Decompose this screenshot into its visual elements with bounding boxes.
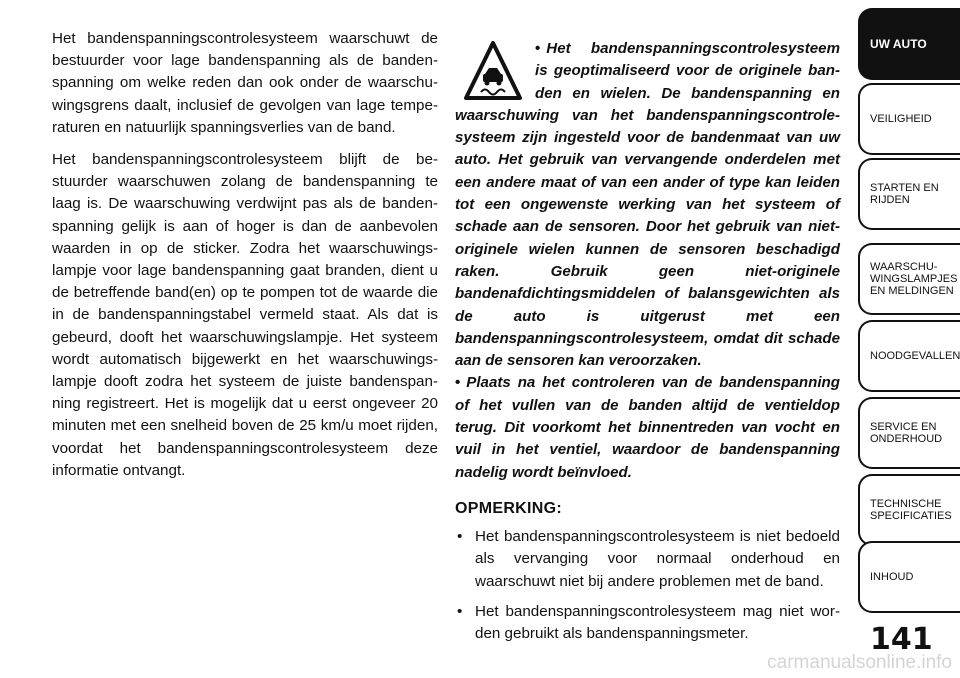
warning-box (455, 38, 840, 484)
warning-item: • Plaats na het controleren van de bandenspanning of het vullen van de banden altijd de ventieldop terug. Dit voorkomt het binnentreden van vocht en vuil in het ventiel, waardoor de bandenspanning nadelig wordt beïnvloed. (455, 374, 840, 481)
left-column (52, 28, 438, 492)
watermark: carmanualsonline.info (767, 652, 952, 673)
note-item: • Het bandenspanningscontrolesysteem is niet bedoeld als vervanging voor normaal onderhoud en waarschuwt niet bij andere problemen met de band. (455, 526, 840, 593)
note-list (455, 526, 840, 645)
tab-inhoud[interactable]: INHOUD (858, 541, 960, 613)
body-paragraph: Het bandenspanningscontrolesysteem waarschuwt de bestuurder voor lage bandenspanning als de bandenspanning om welke reden dan ook onder de waarschuwingsgrens daalt, inclusief de gevolgen van lage temperaturen en natuurlijk spanningsverlies van de band. (52, 30, 438, 136)
warning-item: • Het bandenspanningscontrolesysteem is geoptimaliseerd voor de originele banden en wielen. De bandenspanning en waarschuwing van het bandenspanningscontrolesysteem zijn ingesteld voor de bandenmaat van uw auto. Het gebruik van vervangende onderdelen met een andere maat of van een ander of type kan leiden tot een ongewenste werking van het systeem of schade aan de sensoren. Door het gebruik van niet-originele wielen kunnen de sensoren beschadigd raken. Gebruik geen niet-originele bandenafdichtingsmiddelen of balansgewichten als de auto is uitgerust met een bandenspanningscontrolesysteem, omdat dit schade aan de sensoren kan veroorzaken. (455, 40, 840, 370)
tab-veiligheid[interactable]: VEILIGHEID (858, 83, 960, 155)
note-item: • Het bandenspanningscontrolesysteem mag niet worden gebruikt als bandenspanningsmeter. (455, 601, 840, 645)
right-column (455, 38, 840, 653)
body-paragraph: Het bandenspanningscontrolesysteem blijft de bestuurder waarschuwen zolang de bandenspanning te laag is. De waarschuwing verdwijnt pas als de bandenspanning gelijk is aan of hoger is dan de aanbevolen waarden in op de sticker. Zodra het waarschuwingslampje voor lage bandenspanning gaat branden, dient u de betreffende band(en) op te pompen tot de waarde die in de bandenspanningstabel vermeld staat. Als dat is gebeurd, dooft het waarschuwingslampje. Het systeem wordt automatisch bijgewerkt en het waarschuwingslampje dooft zodra het systeem de juiste bandenspanning registreert. Het is mogelijk dat u eerst ongeveer 20 minuten met een snelheid boven de 25 km/u moet rijden, voordat het bandenspanningscontrolesysteem deze informatie ontvangt. (52, 151, 438, 479)
section-tabs (858, 0, 960, 678)
tab-technische-specificaties[interactable]: TECHNISCHE SPECIFICATIES (858, 474, 960, 546)
tab-starten-en-rijden[interactable]: STARTEN EN RIJDEN (858, 158, 960, 230)
warning-triangle-car-skid-icon (463, 40, 523, 102)
note-heading: OPMERKING: (455, 499, 562, 517)
tab-uw-auto[interactable]: UW AUTO (858, 8, 960, 80)
tab-waarschuwingslampjes[interactable]: WAARSCHU- WINGSLAMPJES EN MELDINGEN (858, 243, 960, 315)
tab-service-en-onderhoud[interactable]: SERVICE EN ONDERHOUD (858, 397, 960, 469)
page-number: 141 (870, 622, 933, 657)
tab-noodgevallen[interactable]: NOODGEVALLEN (858, 320, 960, 392)
